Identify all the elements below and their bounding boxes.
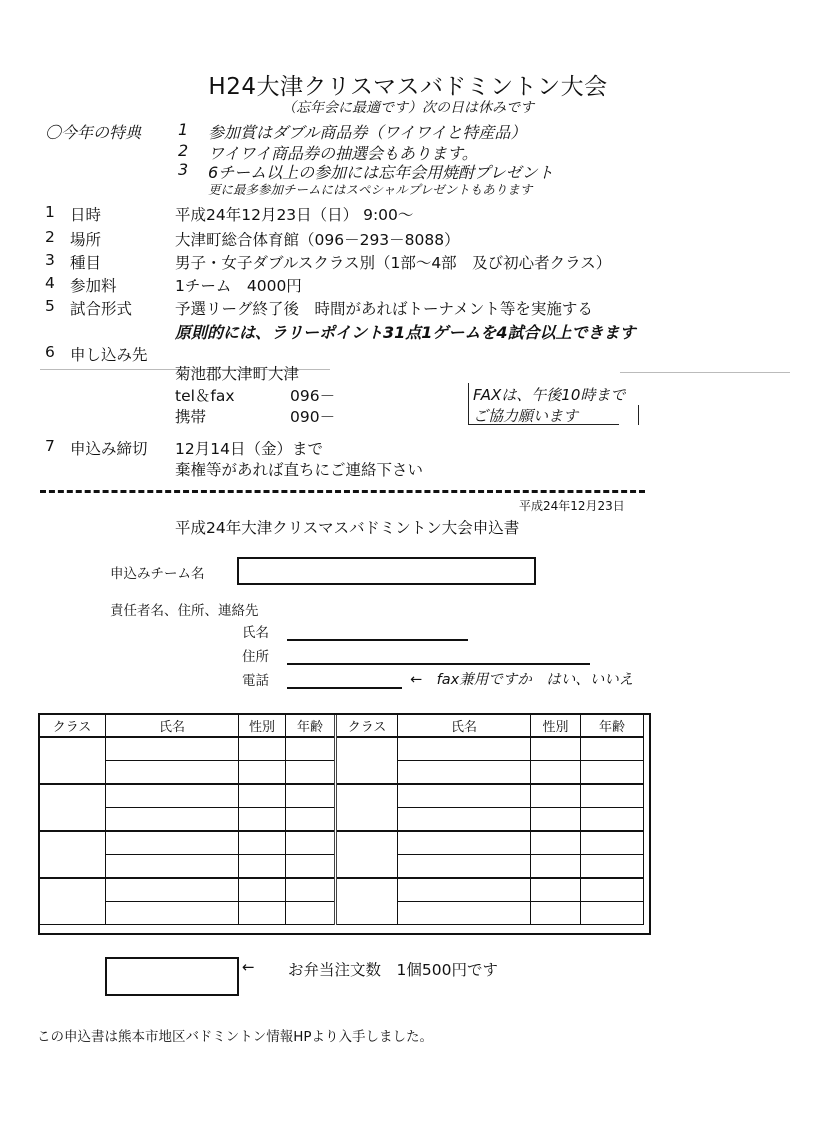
cell-age[interactable] — [286, 831, 336, 855]
arrow-left-icon: ← — [242, 958, 255, 976]
cell-age[interactable] — [581, 831, 644, 855]
cell-gender[interactable] — [531, 784, 581, 808]
detail-value-format: 予選リーグ終了後 時間があればトーナメント等を実施する — [175, 300, 593, 318]
detail-num-5: 5 — [45, 297, 55, 315]
cell-class[interactable] — [39, 737, 106, 784]
cell-age[interactable] — [286, 855, 336, 879]
table-header-row — [39, 714, 644, 738]
cell-gender[interactable] — [239, 784, 286, 808]
cell-class[interactable] — [39, 784, 106, 831]
cell-age[interactable] — [286, 737, 336, 761]
detail-num-1: 1 — [45, 203, 55, 221]
cell-class[interactable] — [336, 784, 398, 831]
cell-name[interactable] — [106, 784, 239, 808]
page-title: H24大津クリスマスバドミントン大会 — [208, 74, 608, 100]
cell-name[interactable] — [398, 831, 531, 855]
table-row — [39, 878, 644, 902]
table-row — [39, 737, 644, 761]
cell-gender[interactable] — [531, 902, 581, 925]
perk-note: 更に最多参加チームにはスペシャルプレゼントもあります — [208, 182, 533, 197]
cell-gender[interactable] — [531, 878, 581, 902]
fax-question: ← fax兼用ですか はい、いいえ — [410, 672, 634, 688]
header-name-2: 氏名 — [398, 714, 531, 738]
form-date: 平成24年12月23日 — [519, 499, 625, 513]
responsible-name-label: 氏名 — [242, 625, 269, 641]
cell-name[interactable] — [106, 808, 239, 832]
perk-text-3: 6チーム以上の参加には忘年会用焼酎プレゼント — [208, 163, 554, 182]
responsible-address-field[interactable] — [287, 663, 590, 665]
cell-class[interactable] — [39, 878, 106, 925]
header-name: 氏名 — [106, 714, 239, 738]
cell-age[interactable] — [581, 808, 644, 832]
cell-name[interactable] — [398, 737, 531, 761]
cell-age[interactable] — [581, 784, 644, 808]
cell-name[interactable] — [398, 855, 531, 879]
detail-label-event: 種目 — [70, 254, 102, 272]
fax-note-line1: FAXは、午後10時まで — [473, 386, 626, 404]
detail-label-deadline: 申込み締切 — [70, 440, 148, 458]
cell-age[interactable] — [581, 902, 644, 925]
perk-num-1: 1 — [178, 120, 189, 139]
cell-gender[interactable] — [531, 855, 581, 879]
fax-note-line2: ご協力願います — [473, 407, 579, 425]
detail-num-6: 6 — [45, 343, 55, 361]
contact-mobile-value: 090－ — [290, 408, 336, 426]
contact-tel-value: 096－ — [290, 387, 336, 405]
page-subtitle: （忘年会に最適です）次の日は休みです — [282, 100, 534, 116]
bento-label: お弁当注文数 1個500円です — [288, 961, 498, 979]
cell-gender[interactable] — [531, 761, 581, 785]
cell-class[interactable] — [336, 831, 398, 878]
detail-label-datetime: 日時 — [70, 206, 102, 224]
header-class: クラス — [39, 714, 106, 738]
perk-text-2: ワイワイ商品券の抽選会もあります。 — [208, 144, 478, 163]
cell-gender[interactable] — [239, 831, 286, 855]
detail-num-4: 4 — [45, 274, 55, 292]
cell-name[interactable] — [398, 761, 531, 785]
cell-name[interactable] — [106, 855, 239, 879]
cell-class[interactable] — [39, 831, 106, 878]
detail-num-2: 2 — [45, 228, 55, 246]
cell-age[interactable] — [581, 878, 644, 902]
cell-gender[interactable] — [239, 761, 286, 785]
cell-gender[interactable] — [531, 808, 581, 832]
cell-age[interactable] — [286, 784, 336, 808]
cell-name[interactable] — [106, 831, 239, 855]
detail-label-apply-to: 申し込み先 — [70, 346, 148, 364]
detail-label-fee: 参加料 — [70, 277, 117, 295]
team-name-label: 申込みチーム名 — [110, 566, 205, 582]
detail-note-format: 原則的には、ラリーポイント31点1ゲームを4試合以上できます — [175, 323, 636, 342]
perk-num-2: 2 — [178, 141, 189, 160]
cell-gender[interactable] — [239, 737, 286, 761]
contact-address: 菊池郡大津町大津 — [175, 365, 300, 383]
detail-num-3: 3 — [45, 251, 55, 269]
cell-age[interactable] — [286, 878, 336, 902]
contact-mobile-label: 携帯 — [175, 408, 207, 426]
cell-age[interactable] — [286, 808, 336, 832]
responsible-address-label: 住所 — [242, 649, 269, 665]
cell-name[interactable] — [106, 902, 239, 925]
cut-line — [40, 490, 645, 493]
detail-value-deadline: 12月14日（金）まで — [175, 440, 323, 458]
perks-label: 〇今年の特典 — [45, 123, 142, 142]
cell-name[interactable] — [398, 808, 531, 832]
cell-gender[interactable] — [239, 878, 286, 902]
header-age: 年齢 — [286, 714, 336, 738]
cell-name[interactable] — [398, 784, 531, 808]
cell-age[interactable] — [286, 761, 336, 785]
cell-gender[interactable] — [239, 902, 286, 925]
detail-value-venue: 大津町総合体育館（096－293－8088） — [175, 231, 460, 249]
detail-value-event: 男子・女子ダブルスクラス別（1部～4部 及び初心者クラス） — [175, 254, 612, 272]
cell-class[interactable] — [336, 878, 398, 925]
cell-age[interactable] — [581, 855, 644, 879]
cell-age[interactable] — [581, 737, 644, 761]
perk-num-3: 3 — [178, 160, 189, 179]
responsible-label: 責任者名、住所、連絡先 — [110, 603, 259, 619]
registration-table — [38, 713, 644, 925]
source-note: この申込書は熊本市地区バドミントン情報HPより入手しました。 — [37, 1029, 434, 1045]
responsible-phone-field[interactable] — [287, 687, 402, 689]
cell-gender[interactable] — [531, 737, 581, 761]
header-age-2: 年齢 — [581, 714, 644, 738]
table-row — [39, 784, 644, 808]
cell-name[interactable] — [106, 878, 239, 902]
responsible-phone-label: 電話 — [242, 673, 269, 689]
header-gender: 性別 — [239, 714, 286, 738]
scan-line — [620, 372, 790, 373]
detail-label-venue: 場所 — [70, 231, 102, 249]
cell-gender[interactable] — [239, 808, 286, 832]
cell-class[interactable] — [336, 737, 398, 784]
form-title: 平成24年大津クリスマスバドミントン大会申込書 — [175, 519, 520, 537]
cell-gender[interactable] — [239, 855, 286, 879]
cell-name[interactable] — [398, 902, 531, 925]
detail-note-deadline: 棄権等があれば直ちにご連絡下さい — [175, 461, 424, 479]
cell-name[interactable] — [106, 737, 239, 761]
perk-text-1: 参加賞はダブル商品券（ワイワイと特産品） — [208, 123, 527, 142]
cell-gender[interactable] — [531, 831, 581, 855]
cell-age[interactable] — [581, 761, 644, 785]
table-row — [39, 831, 644, 855]
contact-tel-label: tel＆fax — [175, 387, 235, 405]
detail-value-fee: 1チーム 4000円 — [175, 277, 302, 295]
cell-age[interactable] — [286, 902, 336, 925]
cell-name[interactable] — [398, 878, 531, 902]
bento-count-field[interactable] — [105, 957, 239, 996]
header-class-2: クラス — [336, 714, 398, 738]
detail-num-7: 7 — [45, 437, 55, 455]
header-gender-2: 性別 — [531, 714, 581, 738]
team-name-field[interactable] — [237, 557, 536, 585]
responsible-name-field[interactable] — [287, 639, 468, 641]
cell-name[interactable] — [106, 761, 239, 785]
detail-value-datetime: 平成24年12月23日（日） 9:00～ — [175, 206, 414, 224]
detail-label-format: 試合形式 — [70, 300, 133, 318]
